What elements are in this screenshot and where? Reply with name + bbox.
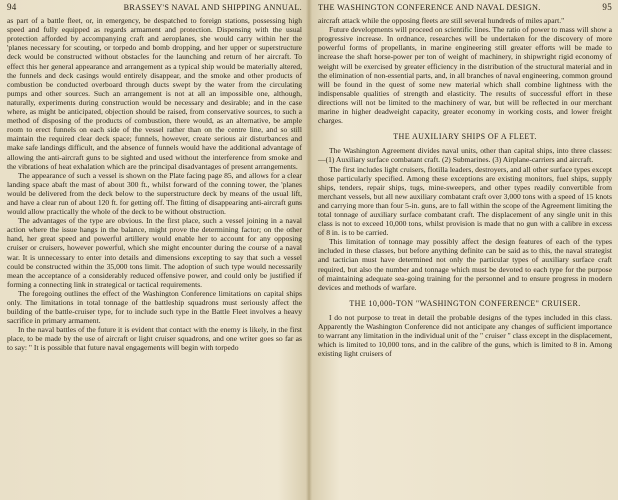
cruiser-paragraph-1: I do not purpose to treat in detail the probable designs of the types included in this class. Apparently the Washington Conference did not anticipate any changes of sufficient importance to warrant any limitation in the individual unit of the " cruiser " class except in the displacement, which is limited to 10,000 tons, and in the calibre of the guns, which is limited to 8 in. Among existing light cruisers of (318, 312, 612, 359)
right-page-header (318, 3, 612, 12)
left-paragraph-5: In the naval battles of the future it is evident that contact with the enemy is likely, in the first place, to be made by the use of aircraft or light cruiser squadrons, and one writer goes so far as to say: " It is possible that future naval engagements will begin with torpedo (7, 325, 302, 353)
section-heading-auxiliary-ships: THE AUXILIARY SHIPS OF A FLEET. (393, 132, 537, 142)
auxiliary-paragraph-1: The Washington Agreement divides naval units, other than capital ships, into three classes:—(1) Auxiliary surface combatant craft. (2) Submarines. (3) Airplane-carriers and aircraft. (318, 146, 612, 165)
right-paragraph-2: Future developments will proceed on scientific lines. The ratio of power to mass will show a progressive increase. In ordnance, researches will be undertaken for the discovery of more powerful forms of propellants, in marine engineering still greater efforts will be made to increase the shaft horse-power per ton of weight of machinery, in shipwright rigid economy of weight will be exercised by greater efficiency in the distribution of the structural material and in the elimination of non-essential parts, and, in all branches of naval engineering, common ground will be found in the quest of some new material which shall combine lightness with the indispensable qualities of strength and elasticity. The results of successful effort in these directions will not be limited to the machinery of war, but will be reflected in our merchant marine in higher deadweight capacity, greater economy in working costs, and lower freight charges. (318, 25, 612, 126)
right-paragraph-1: aircraft attack while the opposing fleets are still several hundreds of miles apart." (318, 16, 565, 26)
right-page (309, 0, 618, 500)
left-paragraph-1: as part of a battle fleet, or, in emergency, be despatched to foreign stations, possessing high speed and fully equipped as regards armament and protection. Dispensing with the usual protection afforded by accompanying craft and aeroplanes, she would carry within her the 'planes necessary for scouting, or torpedo and bomb dropping, and her upper or superstructure deck would be constructed without obstacles for the launching and return of her aircraft. To effect this her general appearance and arrangement as a typical ship would be materially altered, the funnels and deck casings would entirely disappear, and the smoke and other products of combustion be conducted overboard through ducts swept by the water from the circulating pumps and other sources. Such an arrangement is not at all an impossible one, although, naturally, experiments during construction would be necessary and desirable; and in the case where, as might be anticipated, objection should be raised, from conservative sources, to such a method of disposing of the products of combustion, there would, as an alternative, be ample room to erect funnels on each side of the vessel rather than on the centre line, and so still maintain the required clear deck space; funnels, however, create serious air disturbances and make safe landings difficult, and the absence of funnels would have the additional advantage of allowing the anti-aircraft guns to be sighted and used without the interference from smoke and the vibrations of heat exhalation which are the principal disadvantages of present arrangements. (7, 16, 302, 171)
left-paragraph-4: The foregoing outlines the effect of the Washington Conference limitations on capital ships only. The limitations in total tonnage of the battleship squadrons must seriously affect the building of the battle-cruiser type, for to include such type in the Battle Fleet involves a heavy sacrifice in primary armament. (7, 288, 302, 326)
left-page-header (7, 3, 302, 12)
left-paragraph-3: The advantages of the type are obvious. In the first place, such a vessel joining in a naval action where the issue hangs in the balance, might prove the determining factor; on the other hand, her great speed and powerful artillery would enable her to account for any opposing cruiser or cruisers, however powerful, which she might encounter during the course of a naval war. It is unnecessary to enter into details and dimensions excepting to say that such a vessel could be constructed within the 35,000 tons limit. The adoption of such type would necessarily mean the acceptance of a considerably reduced offensive power, and could only be justified if forming a connecting link in strategical or tactical requirements. (7, 216, 302, 289)
auxiliary-paragraph-3: This limitation of tonnage may possibly affect the design features of each of the types included in these classes, but before anything definite can be said as to this, the naval strategist and tactician must have determined not only the particular types of auxiliary surface craft required, but also the number and tonnage which must be devoted to each type for the purpose of maintaining adequate sea-going training for the personnel and to ensure progress in modern devices and methods of warfare. (318, 237, 612, 292)
left-paragraph-2: The appearance of such a vessel is shown on the Plate facing page 85, and allows for a clear landing space abaft the mast of about 300 ft., whilst forward of the conning tower, the 'planes would be delivered from the deck below to the superstructure deck by means of the usual lift, and have a clear run of about 120 ft. for getting off. The fitting of disappearing anti-aircraft guns would allow practically the whole of the deck to be without obstruction. (7, 170, 302, 217)
right-page-number: 95 (602, 2, 612, 12)
auxiliary-paragraph-2: The first includes light cruisers, flotilla leaders, destroyers, and all other surface types except those particularly specified. Among these exceptions are existing monitors, fuel ships, supply ships, tenders, repair ships, tugs, mine-sweepers, and other types readily convertible from merchant vessels, but all new auxiliary combatant craft over 3,000 tons with a speed of 15 knots and carrying more than four 5-in. guns, are to fall within the scope of the Agreement limiting the total tonnage of auxiliary surface combatant craft. The displacement of any single unit in this class is not to exceed 10,000 tons, whilst provision is made that no gun with a calibre in excess of 8 in. is to be carried. (318, 164, 612, 238)
left-running-head: BRASSEY'S NAVAL AND SHIPPING ANNUAL. (123, 3, 302, 12)
left-page-number: 94 (7, 2, 17, 12)
right-running-head: THE WASHINGTON CONFERENCE AND NAVAL DESIGN. (318, 3, 541, 12)
section-heading-cruiser: THE 10,000-TON "WASHINGTON CONFERENCE" CRUISER. (349, 298, 581, 308)
